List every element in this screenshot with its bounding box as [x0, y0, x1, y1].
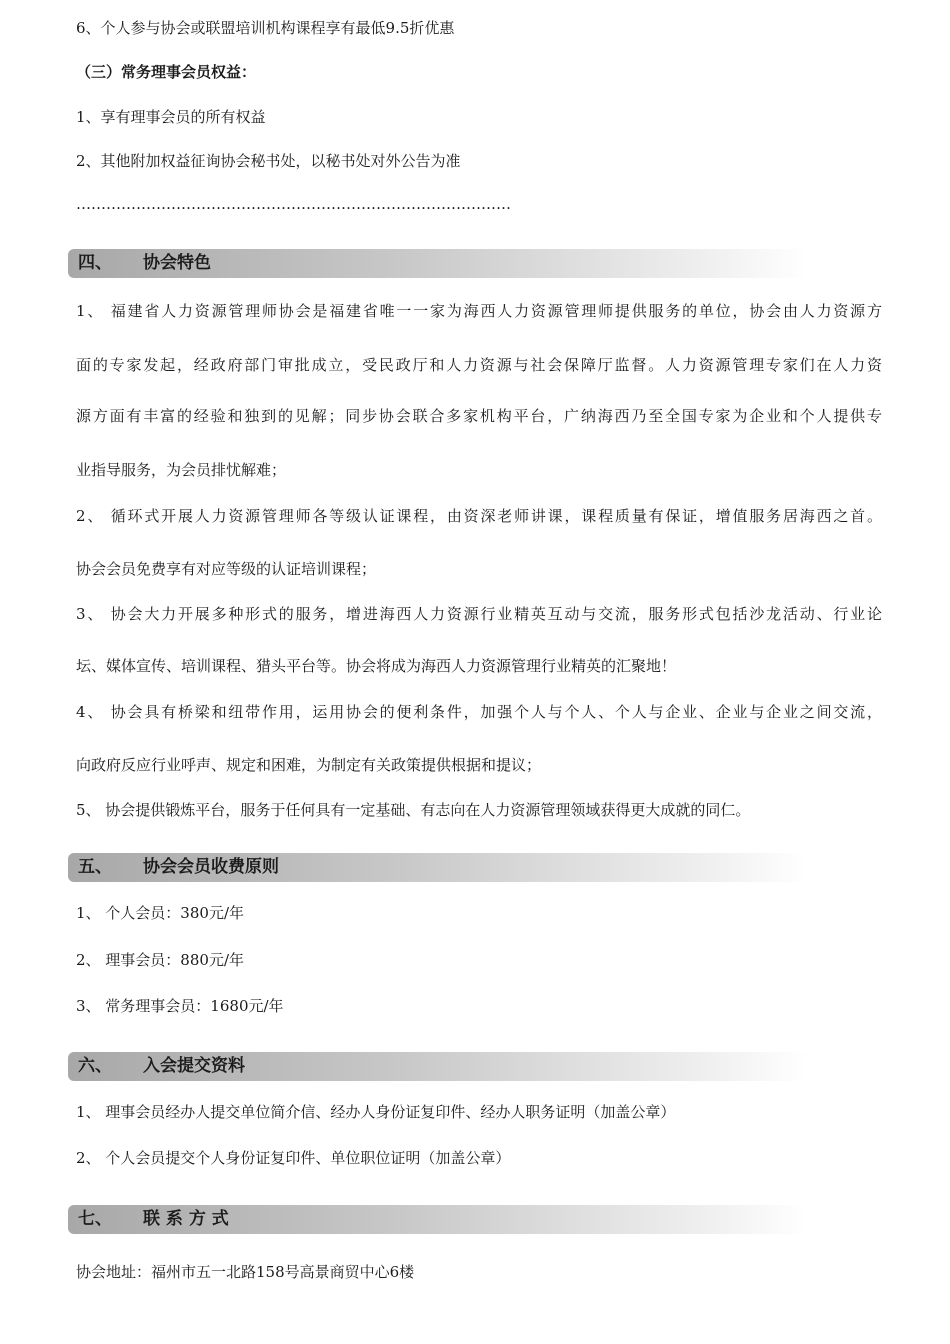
feature-line: 5、 协会提供锻炼平台，服务于任何具有一定基础、有志向在人力资源管理领域获得更大成就的同仁。: [76, 801, 751, 819]
feature-line: 面的专家发起，经政府部门审批成立，受民政厅和人力资源与社会保障厅监督。人力资源管理专家们在人力资: [76, 356, 882, 374]
section-title: 协会特色: [143, 253, 211, 273]
fee-item: 2、 理事会员：880元/年: [76, 951, 244, 969]
fee-item: 1、 个人会员：380元/年: [76, 904, 244, 922]
fee-item: 3、 常务理事会员：1680元/年: [76, 997, 284, 1015]
feature-line: 业指导服务，为会员排忧解难；: [76, 461, 287, 479]
section-number: 七、: [78, 1209, 112, 1229]
feature-line: 坛、媒体宣传、培训课程、猎头平台等。协会将成为海西人力资源管理行业精英的汇聚地！: [76, 657, 677, 675]
document-item: 2、 个人会员提交个人身份证复印件、单位职位证明（加盖公章）: [76, 1149, 511, 1167]
section-number: 六、: [78, 1056, 112, 1076]
section-header-contact: [68, 1205, 808, 1234]
section-number: 五、: [78, 857, 112, 877]
section-header-documents: [68, 1052, 808, 1081]
section-number: 四、: [78, 253, 112, 273]
feature-line: 1、 福建省人力资源管理师协会是福建省唯一一家为海西人力资源管理师提供服务的单位，协会由人力资源方: [76, 302, 882, 320]
section-header-fees: [68, 853, 808, 882]
executive-benefit-item-2: 2、其他附加权益征询协会秘书处，以秘书处对外公告为准: [76, 152, 461, 170]
feature-line: 源方面有丰富的经验和独到的见解；同步协会联合多家机构平台，广纳海西乃至全国专家为企业和个人提供专: [76, 407, 882, 425]
section-header-features: [68, 249, 808, 278]
feature-line: 4、 协会具有桥梁和纽带作用，运用协会的便利条件，加强个人与个人、个人与企业、企业与企业之间交流，: [76, 703, 882, 721]
section-title: 入会提交资料: [143, 1056, 245, 1076]
document-item: 1、 理事会员经办人提交单位简介信、经办人身份证复印件、经办人职务证明（加盖公章）: [76, 1103, 676, 1121]
executive-benefit-item-1: 1、享有理事会员的所有权益: [76, 108, 266, 126]
section-title: 协会会员收费原则: [143, 857, 279, 877]
contact-address: 协会地址：福州市五一北路158号高景商贸中心6楼: [76, 1263, 415, 1281]
feature-line: 向政府反应行业呼声、规定和困难，为制定有关政策提供根据和提议；: [76, 756, 542, 774]
sub-heading-executive-benefits: （三）常务理事会员权益：: [76, 63, 257, 81]
section-title: 联 系 方 式: [143, 1209, 229, 1229]
feature-line: 2、 循环式开展人力资源管理师各等级认证课程，由资深老师讲课，课程质量有保证，增值服务居海西之首。: [76, 507, 882, 525]
feature-line: 3、 协会大力开展多种形式的服务，增进海西人力资源行业精英互动与交流，服务形式包括沙龙活动、行业论: [76, 605, 882, 623]
feature-line: 协会会员免费享有对应等级的认证培训课程；: [76, 560, 377, 578]
benefit-item-6: 6、个人参与协会或联盟培训机构课程享有最低9.5折优惠: [76, 19, 455, 37]
dotted-separator: ……………………………………………………………………………: [76, 195, 511, 213]
